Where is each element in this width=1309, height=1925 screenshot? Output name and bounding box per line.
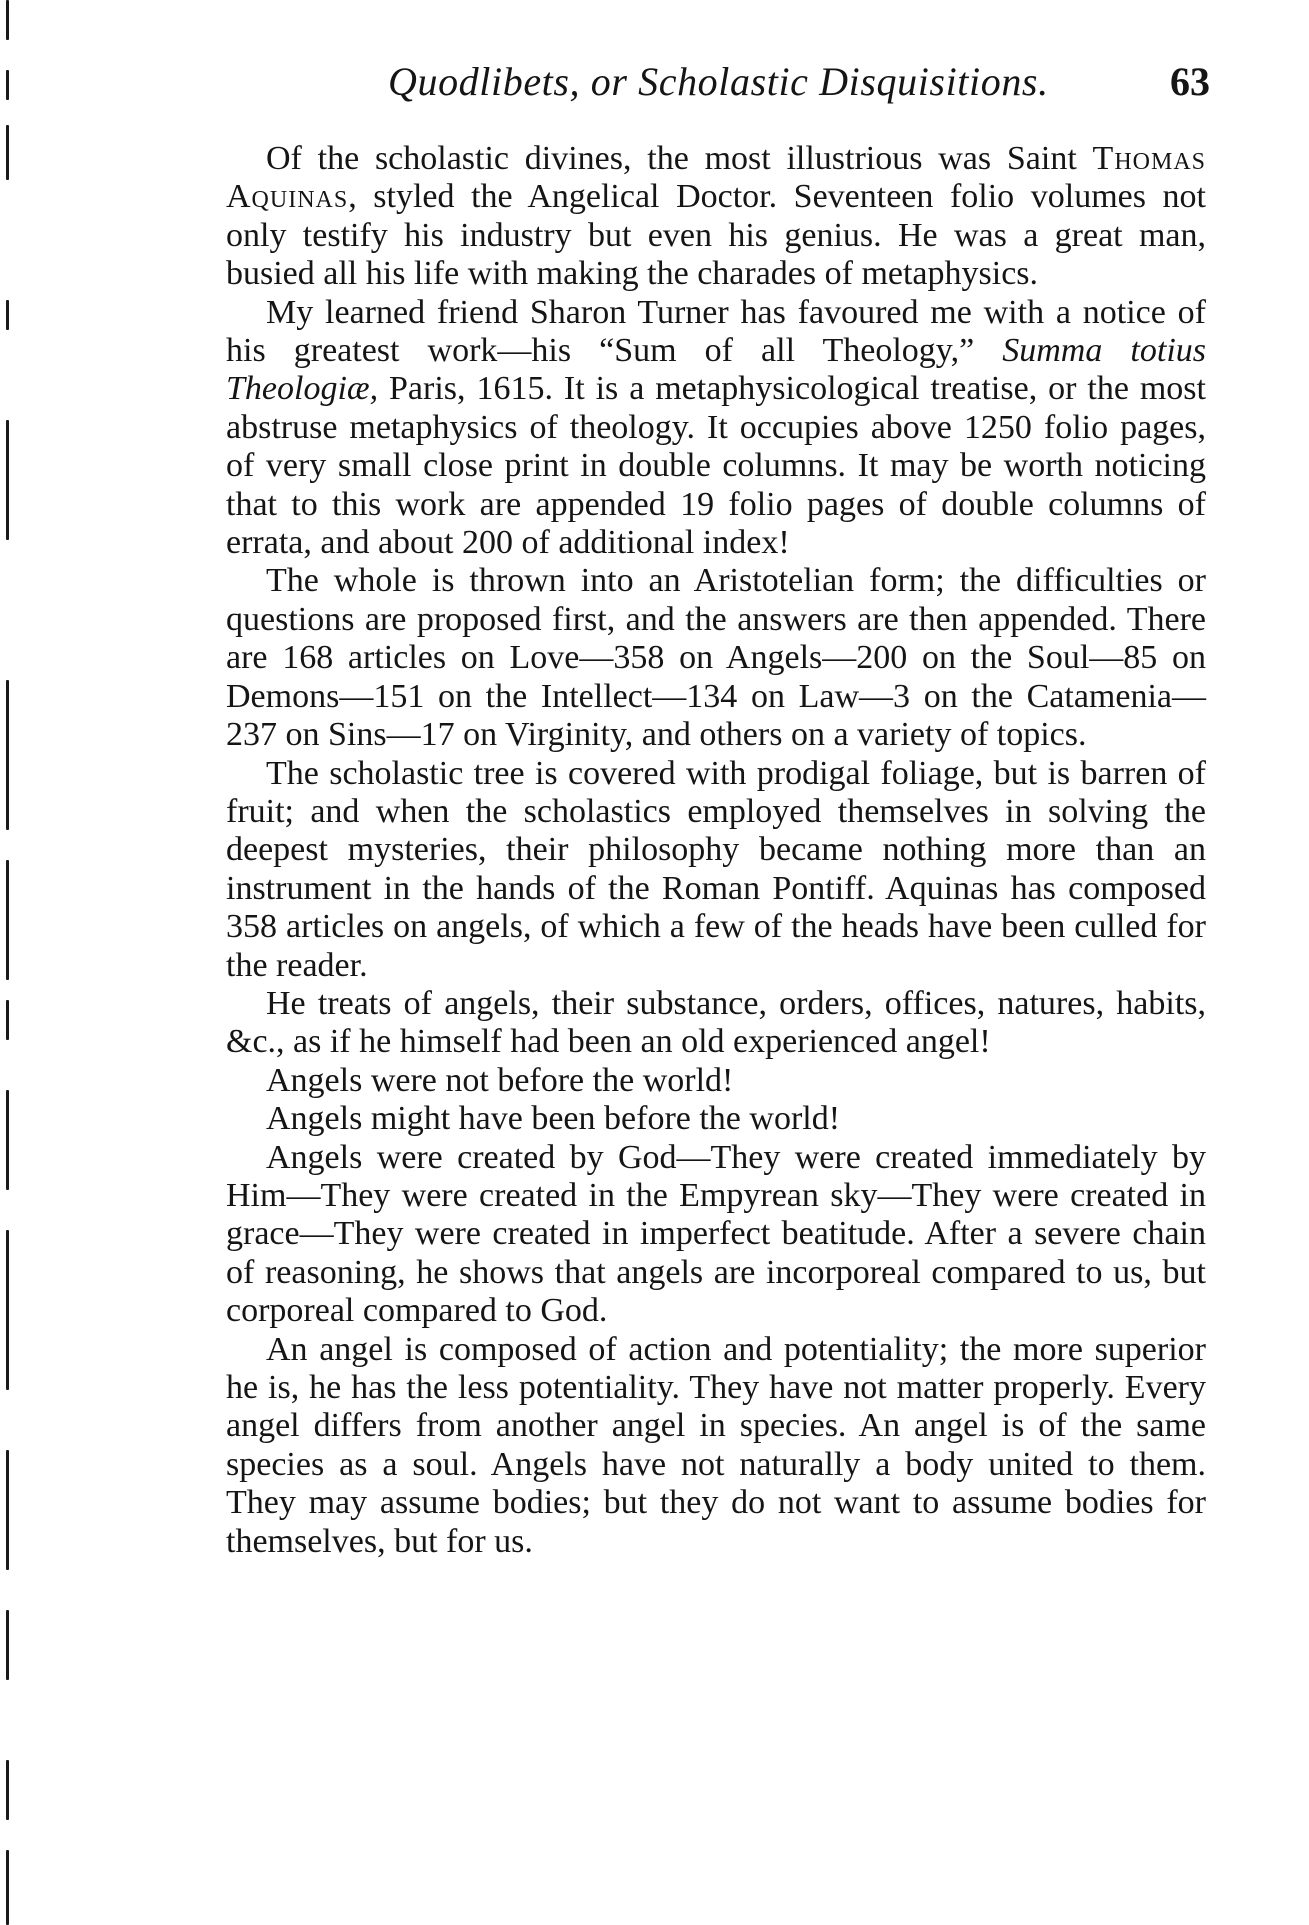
paragraph: Angels were not before the world! [266, 1061, 734, 1099]
body-text [226, 140, 1206, 1561]
gutter-mark [6, 680, 9, 830]
gutter-mark [6, 70, 9, 100]
page-header [230, 56, 1210, 108]
paragraph: An angel is composed of action and potentiality; the more superior he is, he has the less potentiality. They have not matter properly. Every angel differs from another angel in species. An angel is of the same species as a soul. Angels have not naturally a body united to them. They may assume bodies; but they do not want to assume bodies for themselves, but for us. [226, 1330, 1206, 1560]
paragraph: Angels were created by God—They were created immediately by Him—They were created in the Empyrean sky—They were created in grace—They were created in imperfect beatitude. After a severe chain of reasoning, he shows that angels are incorporeal compared to us, but corporeal compared to God. [226, 1138, 1206, 1330]
paragraph [226, 140, 1206, 294]
text-run: Paris, 1615. It is a metaphysicological treatise, or the most abstruse metaphysics of theology. It occupies above 1250 folio pages, of very small close print in double columns. It may be worth noticing that to this work are appended 19 folio pages of double columns of errata, and about 200 of additional index! [226, 370, 1206, 562]
gutter-mark [6, 1850, 9, 1925]
latin-title: Summa totius Theologiæ, [226, 332, 1206, 408]
text-run: My learned friend Sharon Turner has favoured me with a notice of his greatest work—his “Sum of all Theology,” [226, 293, 1206, 370]
gutter-mark [6, 1760, 9, 1820]
gutter-mark [6, 1230, 9, 1390]
gutter-mark [6, 1610, 9, 1680]
gutter-mark [6, 300, 9, 330]
gutter-mark [6, 1000, 9, 1040]
gutter-mark [6, 1090, 9, 1190]
running-title: Quodlibets, or Scholastic Disquisitions. [388, 59, 1049, 104]
paragraph: Angels might have been before the world! [266, 1100, 841, 1138]
gutter-mark [6, 1450, 9, 1570]
gutter-mark [6, 860, 9, 980]
paragraph [226, 294, 1206, 563]
text-run: , styled the Angelical Doctor. Seventeen folio volumes not only testify his industry but even his genius. He was a great man, busied all his life with making the charades of metaphysics. [226, 178, 1206, 293]
text-run: Of the scholastic divines, the most illustrious was Saint [266, 140, 1093, 177]
paragraph: The scholastic tree is covered with prodigal foliage, but is barren of fruit; and when the scholastics employed themselves in solving the deepest mysteries, their philosophy became nothing more than an instrument in the hands of the Roman Pontiff. Aquinas has composed 358 articles on angels, of which a few of the heads have been culled for the reader. [226, 754, 1206, 984]
author-name: Thomas Aquinas [226, 140, 1206, 216]
paragraph: He treats of angels, their substance, orders, offices, natures, habits, &c., as if he himself had been an old experienced angel! [226, 984, 1206, 1061]
gutter-mark [6, 125, 9, 180]
gutter-mark [6, 0, 9, 40]
gutter-mark [6, 420, 9, 540]
paragraph: The whole is thrown into an Aristotelian form; the difficulties or questions are proposed first, and the answers are then appended. There are 168 articles on Love—358 on Angels—200 on the Soul—85 on Demons—151 on the Intellect—134 on Law—3 on the Catamenia—237 on Sins—17 on Virginity, and others on a variety of topics. [226, 562, 1206, 754]
page-number: 63 [1170, 59, 1210, 104]
